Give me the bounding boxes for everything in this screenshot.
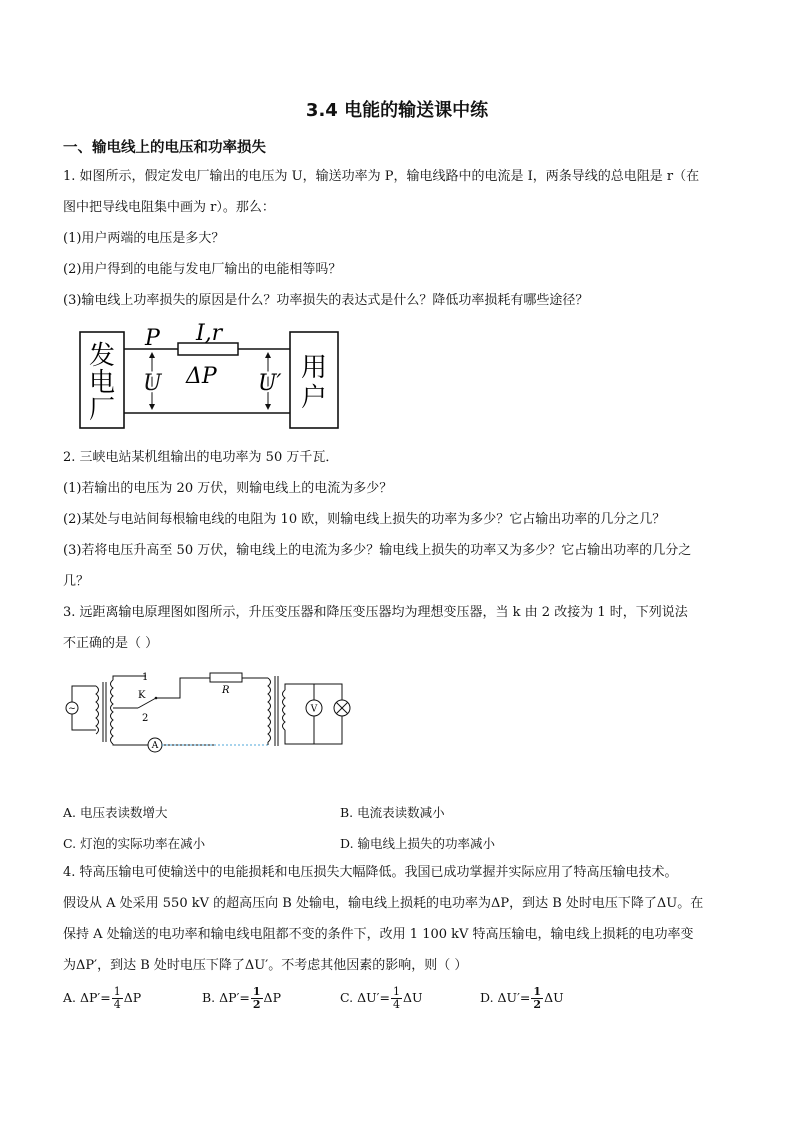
q3-option-a: A. 电压表读数增大: [63, 805, 168, 820]
q3-transmission-figure: [60, 662, 360, 762]
power-plant-char-2: 电: [88, 368, 116, 398]
power-plant-char-1: 发: [88, 341, 116, 371]
q1-sub3: (3)输电线上功率损失的原因是什么？功率损失的表达式是什么？降低功率损耗有哪些途径？: [63, 293, 589, 308]
q4-option-d-suffix: ΔU: [544, 990, 564, 1005]
q4-option-d-num: 1: [533, 985, 542, 998]
q4-option-c-prefix: C. ΔU′=: [340, 990, 390, 1005]
arrow-head-up-2: [265, 352, 271, 358]
q4-option-c-suffix: ΔU: [402, 990, 423, 1005]
section-heading: 一、输电线上的电压和功率损失: [63, 140, 266, 156]
ammeter-label: A: [151, 741, 159, 751]
q4-line2: 假设从 A 处采用 550 kV 的超高压向 B 处输电，输电线上损耗的电功率为ΔP，到达 B 处时电压下降了ΔU。在: [63, 896, 704, 911]
line-resistor-r: [210, 673, 242, 682]
label-delta-p: ΔP: [186, 364, 217, 389]
q4-option-d: [480, 986, 564, 1011]
q4-line1: 4. 特高压输电可使输送中的电能损耗和电压损失大幅降低。我国已成功掌握并实际应用了特高压输电技术。: [63, 865, 678, 880]
step-down-primary-coil: [268, 678, 271, 742]
line-wire-top-left: [156, 678, 210, 698]
ac-source-label: ~: [68, 704, 76, 714]
tap-1-label: 1: [142, 672, 149, 683]
q3-option-c: C. 灯泡的实际功率在减小: [63, 836, 206, 851]
q4-option-a: [63, 986, 141, 1011]
arrow-head-down-2: [265, 404, 271, 410]
q4-option-a-den: 4: [113, 998, 121, 1011]
q4-option-c-fraction: [391, 986, 402, 1011]
q1-stem-line2: 图中把导线电阻集中画为 r）。那么：: [63, 200, 275, 215]
source-wire-bottom: [72, 714, 96, 730]
q2-sub1: (1)若输出的电压为 20 万伏，则输电线上的电流为多少？: [63, 481, 393, 496]
step-up-secondary-coil: [111, 680, 114, 744]
q3-stem-line2: 不正确的是（ ）: [63, 636, 159, 651]
source-wire-top: [72, 686, 96, 702]
q1-sub1: (1)用户两端的电压是多大？: [63, 231, 225, 246]
q4-option-d-den: 2: [533, 998, 542, 1011]
q2-sub3-line1: (3)若将电压升高至 50 万伏，输电线上的电流为多少？输电线上损失的功率又为多少？它占输出功率的几分之: [63, 543, 692, 558]
step-up-primary-coil: [96, 686, 99, 734]
page-title: 3.4 电能的输送课中练: [305, 100, 489, 121]
label-u-prime: U′: [258, 371, 282, 396]
q4-line4: 为ΔP′，到达 B 处时电压下降了ΔU′。不考虑其他因素的影响，则（ ）: [63, 958, 468, 973]
voltmeter-label: V: [310, 704, 318, 715]
q4-option-a-prefix: A. ΔP′=: [63, 990, 111, 1005]
user-char-1: 用: [300, 353, 328, 383]
q3-option-b: B. 电流表读数减小: [340, 805, 445, 820]
q4-option-b-fraction: [251, 986, 263, 1011]
label-i-r: I,r: [196, 321, 223, 346]
q2-sub2: (2)某处与电站间每根输电线的电阻为 10 欧，则输电线上损失的功率为多少？它占输出功率的几分之几？: [63, 512, 666, 527]
q4-option-b-num: 1: [252, 985, 261, 998]
q4-option-c-den: 4: [392, 998, 400, 1011]
step-down-secondary-coil: [283, 690, 286, 730]
q4-option-a-fraction: [112, 986, 123, 1011]
q4-option-d-fraction: [531, 986, 543, 1011]
q1-circuit-figure: [78, 318, 348, 433]
q4-option-c: [340, 986, 423, 1011]
q4-option-c-num: 1: [392, 985, 400, 998]
q4-option-b: [202, 986, 281, 1011]
q4-option-b-prefix: B. ΔP′=: [202, 990, 250, 1005]
q2-sub3-line2: 几？: [63, 574, 90, 589]
label-p: P: [145, 326, 160, 351]
q4-option-d-prefix: D. ΔU′=: [480, 990, 531, 1005]
label-u: U: [143, 371, 162, 396]
resistor-r-label: R: [222, 685, 230, 696]
q4-line3: 保持 A 处输送的电功率和输电线电阻都不变的条件下，改用 1 100 kV 特高压输电，输电线上损耗的电功率变: [63, 927, 694, 942]
arrow-head-up: [149, 352, 155, 358]
q3-option-d: D. 输电线上损失的功率减小: [340, 836, 496, 851]
q1-stem-line1: 1. 如图所示，假定发电厂输出的电压为 U，输送功率为 P，输电线路中的电流是 I，两条导线的总电阻是 r（在: [63, 169, 700, 184]
q1-sub2: (2)用户得到的电能与发电厂输出的电能相等吗？: [63, 262, 342, 277]
q4-option-a-num: 1: [113, 985, 121, 998]
switch-k-label: K: [138, 690, 146, 701]
q3-stem-line1: 3. 远距离输电原理图如图所示，升压变压器和降压变压器均为理想变压器，当 k 由 2 改接为 1 时，下列说法: [63, 605, 688, 620]
q4-option-a-suffix: ΔP: [123, 990, 142, 1005]
q4-option-b-den: 2: [252, 998, 261, 1011]
q2-stem: 2. 三峡电站某机组输出的电功率为 50 万千瓦．: [63, 450, 339, 465]
power-plant-char-3: 厂: [88, 395, 116, 425]
user-char-2: 户: [300, 383, 328, 413]
tap-2-label: 2: [142, 713, 149, 724]
arrow-head-down: [149, 404, 155, 410]
q4-option-b-suffix: ΔP: [263, 990, 281, 1005]
